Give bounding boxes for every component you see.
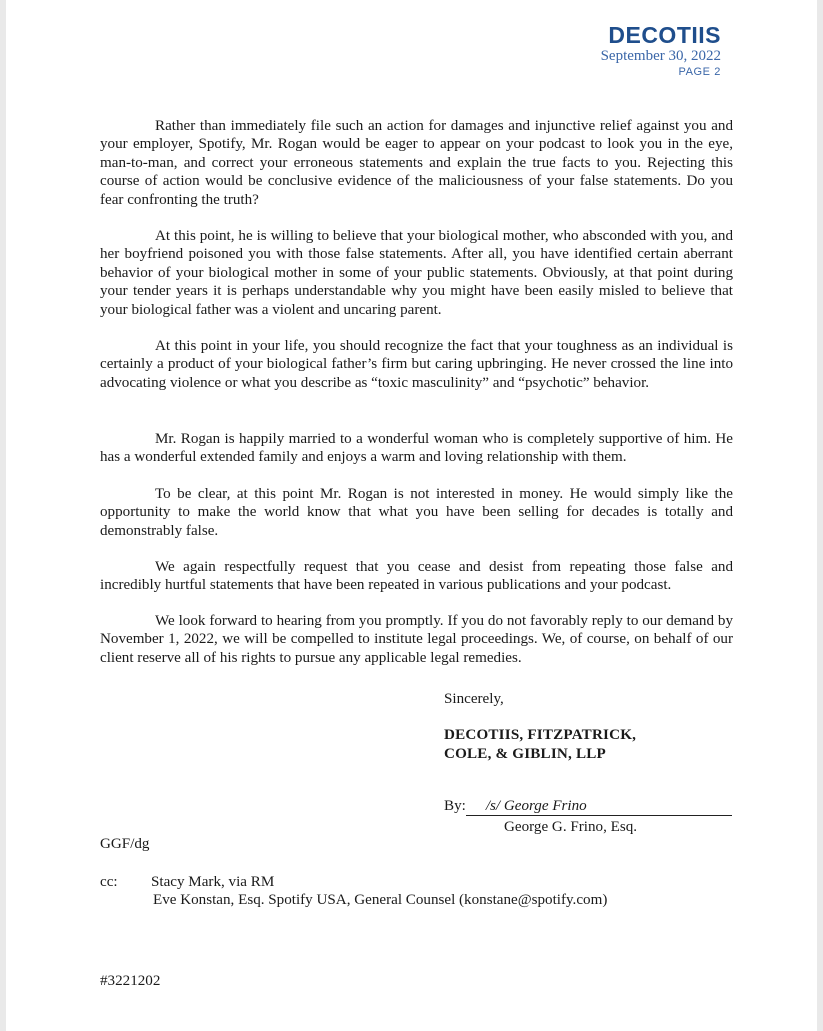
initials: GGF/dg — [100, 836, 150, 852]
signer-name: George G. Frino, Esq. — [504, 819, 638, 835]
signature-line — [444, 798, 732, 816]
page-number: PAGE 2 — [678, 66, 721, 78]
cc-recipient: Eve Konstan, Esq. Spotify USA, General Counsel (konstane@spotify.com) — [153, 892, 608, 908]
firm-name-line-2: COLE, & GIBLIN, LLP — [444, 746, 606, 762]
signature: /s/ George Frino — [466, 798, 732, 816]
paragraph-7: We look forward to hearing from you promptly. If you do not favorably reply to our demand by November 1, 2022, we will be compelled to institute legal proceedings. We, of course, on behalf of our client reserve all of his rights to pursue any applicable legal remedies. — [100, 613, 733, 666]
paragraph-4: Mr. Rogan is happily married to a wonderful woman who is completely supportive of him. He has a wonderful extended family and enjoys a warm and loving relationship with them. — [100, 431, 733, 466]
document-number: #3221202 — [100, 973, 161, 989]
by-label: By: — [444, 798, 466, 814]
cc-recipient: Stacy Mark, via RM — [151, 874, 275, 890]
cc-label: cc: — [100, 874, 118, 890]
paragraph-3: At this point in your life, you should recognize the fact that your toughness as an individual is certainly a product of your biological father’s firm but caring upbringing. He never crossed the line into advocating violence or what you describe as “toxic masculinity” and “psychotic” behavior. — [100, 338, 733, 391]
paragraph-6: We again respectfully request that you cease and desist from repeating those false and incredibly hurtful statements that have been repeated in various publications and your podcast. — [100, 559, 733, 594]
paragraph-1: Rather than immediately file such an action for damages and injunctive relief against you and your employer, Spotify, Mr. Rogan would be eager to appear on your podcast to look you in the eye, man-to-man, and correct your erroneous statements and explain the true facts to you. Rejecting this course of action would be conclusive evidence of the maliciousness of your false statements. Do you fear confronting the truth? — [100, 118, 733, 208]
paragraph-2: At this point, he is willing to believe that your biological mother, who absconded with you, and her boyfriend poisoned you with those false statements. After all, you have identified certain aberrant behavior of your biological mother in some of your public statements. Obviously, at that point during your tender years it is perhaps understandable why you might have been easily misled to believe that your biological father was a violent and uncaring parent. — [100, 228, 733, 318]
letter-date: September 30, 2022 — [600, 48, 721, 64]
salutation: Sincerely, — [444, 691, 504, 707]
paragraph-5: To be clear, at this point Mr. Rogan is not interested in money. He would simply like the opportunity to make the world know that what you have been selling for decades is totally and demonstrably false. — [100, 486, 733, 539]
firm-logo: DECOTIIS — [608, 22, 721, 48]
letterhead — [601, 22, 721, 79]
firm-name-line-1: DECOTIIS, FITZPATRICK, — [444, 727, 637, 743]
letter-page — [6, 0, 817, 1031]
